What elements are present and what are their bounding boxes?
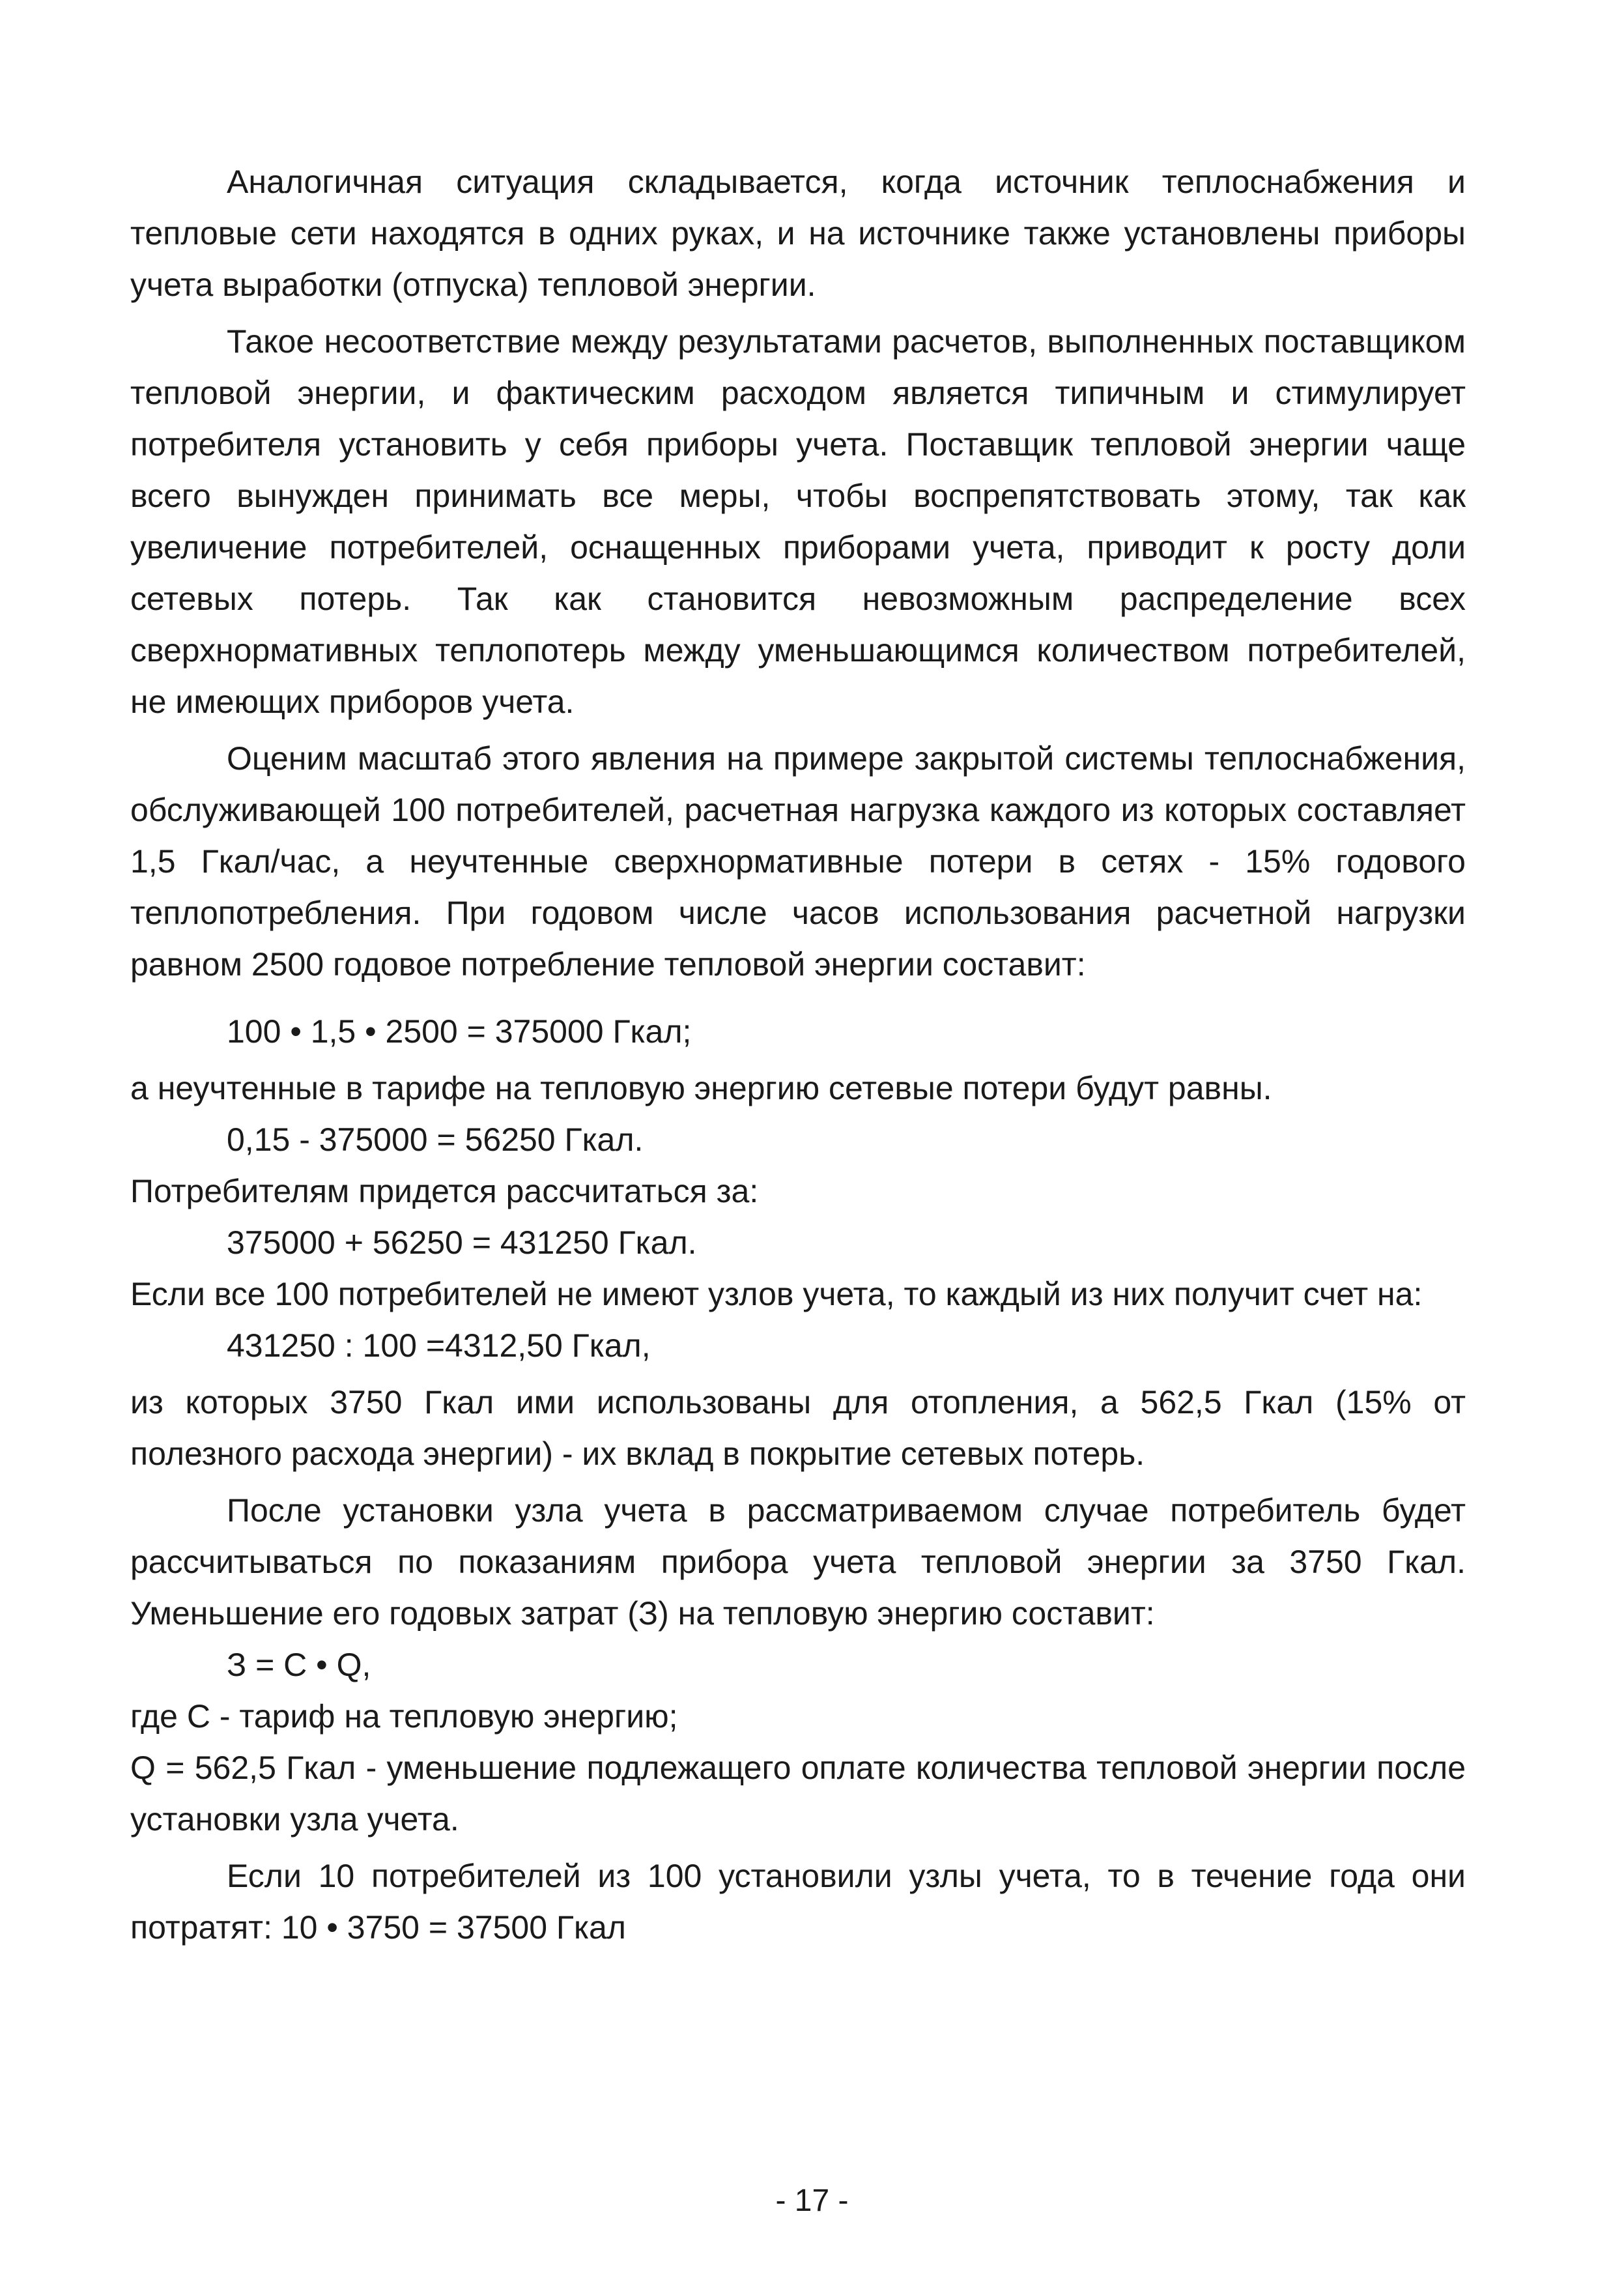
paragraph-4: из которых 3750 Гкал ими использованы для отопления, а 562,5 Гкал (15% от полезного расхода энергии) - их вклад в покрытие сетевых потерь. — [130, 1384, 1466, 1472]
text-line-payment: Потребителям придется рассчитаться за: — [130, 1173, 759, 1209]
formula-annual-consumption: 100 • 1,5 • 2500 = 375000 Гкал; — [227, 1013, 692, 1050]
text-line-tariff: где С - тариф на тепловую энергию; — [130, 1698, 678, 1735]
paragraph-7: Если 10 потребителей из 100 установили узлы учета, то в течение года они потратят: 10 • 3750 = 37500 Гкал — [130, 1858, 1466, 1946]
paragraph-2: Такое несоответствие между результатами расчетов, выполненных поставщиком тепловой энергии, и фактическим расходом является типичным и стимулирует потребителя установить у себя приборы учета. Поставщик тепловой энергии чаще всего вынужден принимать все меры, чтобы воспрепятствовать этому, так как увеличение потребителей, оснащенных приборами учета, приводит к росту доли сетевых потерь. Так как становится невозможным распределение всех сверхнормативных теплопотерь между уменьшающимся количеством потребителей, не имеющих приборов учета. — [130, 323, 1466, 720]
page-number: - 17 - — [775, 2183, 849, 2218]
paragraph-1: Аналогичная ситуация складывается, когда источник теплоснабжения и тепловые сети находятся в одних руках, и на источнике также установлены приборы учета выработки (отпуска) тепловой энергии. — [130, 164, 1466, 303]
text-line-losses: а неучтенные в тарифе на тепловую энергию сетевые потери будут равны. — [130, 1070, 1272, 1106]
paragraph-5: После установки узла учета в рассматриваемом случае потребитель будет рассчитываться по показаниям прибора учета тепловой энергии за 3750 Гкал. Уменьшение его годовых затрат (З) на тепловую энергию составит: — [130, 1492, 1466, 1632]
formula-cost-reduction: З = С • Q, — [227, 1647, 371, 1683]
formula-per-consumer: 431250 : 100 =4312,50 Гкал, — [227, 1327, 651, 1364]
paragraph-6: Q = 562,5 Гкал - уменьшение подлежащего оплате количества тепловой энергии после установки узла учета. — [130, 1750, 1466, 1837]
formula-total: 375000 + 56250 = 431250 Гкал. — [227, 1224, 697, 1261]
formula-losses: 0,15 - 375000 = 56250 Гкал. — [227, 1121, 644, 1158]
paragraph-3: Оценим масштаб этого явления на примере закрытой системы теплоснабжения, обслуживающей 100 потребителей, расчетная нагрузка каждого из которых составляет 1,5 Гкал/час, а неучтенные сверхнормативные потери в сетях - 15% годового теплопотребления. При годовом числе часов использования расчетной нагрузки равном 2500 годовое потребление тепловой энергии составит: — [130, 740, 1466, 983]
document-body — [130, 156, 1466, 1953]
text-line-invoice: Если все 100 потребителей не имеют узлов учета, то каждый из них получит счет на: — [130, 1276, 1423, 1312]
